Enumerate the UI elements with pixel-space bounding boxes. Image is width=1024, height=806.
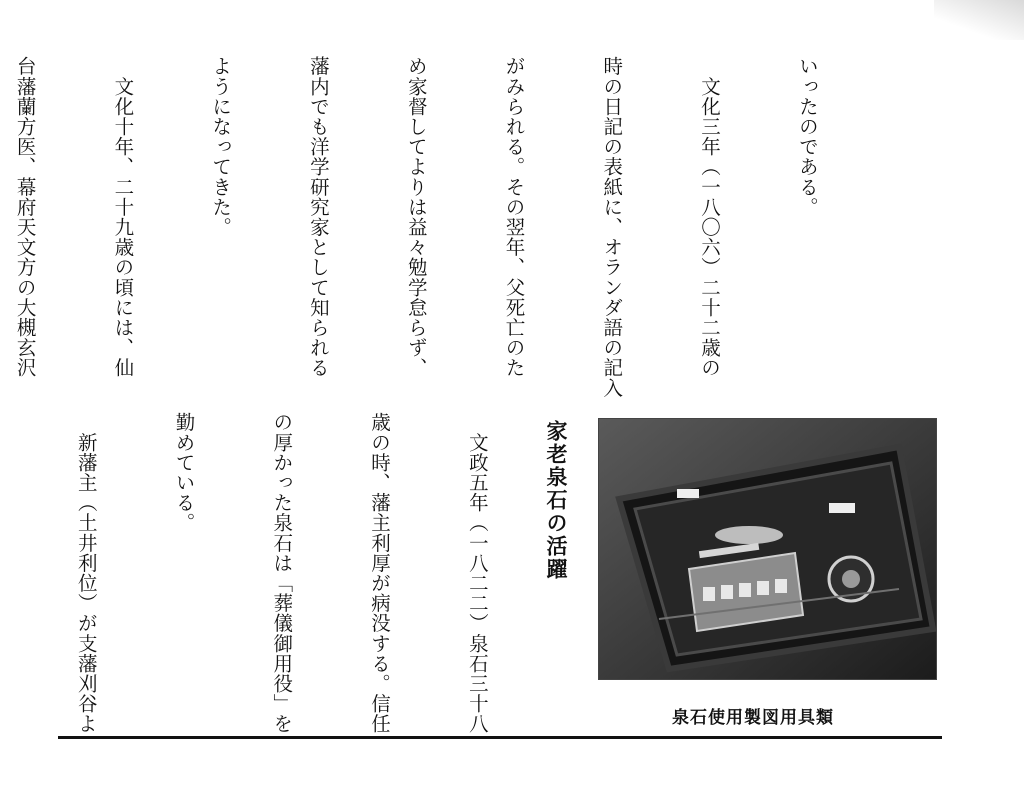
text-column: 文化十年、二十九歳の頃には、仙 [111, 56, 135, 378]
drafting-box-illustration [599, 419, 936, 679]
text-column: 新藩主（土井利位）が支藩刈谷よ [74, 412, 98, 734]
text-column: 文化三年（一八〇六）二十二歳の [698, 56, 722, 378]
bottom-divider [58, 736, 942, 739]
text-column: 藩内でも洋学研究家として知られる [306, 56, 330, 378]
lower-text-block [0, 412, 558, 742]
text-column: がみられる。その翌年、父死亡のた [502, 56, 526, 378]
text-column: 勤めている。 [172, 412, 196, 533]
text-column: 文政五年（一八二二）泉石三十八 [465, 412, 489, 734]
text-column: 時の日記の表紙に、オランダ語の記入 [600, 56, 624, 398]
scan-shadow [934, 0, 1024, 40]
text-column: ようになってきた。 [209, 56, 233, 237]
text-column: 歳の時、藩主利厚が病没する。信任 [368, 412, 392, 734]
text-column: 台藩蘭方医、幕府天文方の大槻玄沢 [13, 56, 37, 378]
photo-caption: 泉石使用製図用具類 [672, 708, 834, 728]
upper-text-block [0, 56, 888, 398]
text-column: め家督してよりは益々勉学怠らず、 [404, 56, 428, 378]
section-heading: 家老泉石の活躍 [544, 420, 568, 581]
drafting-tools-photo [598, 418, 937, 680]
text-column [0, 412, 4, 742]
text-column: いったのである。 [795, 56, 819, 217]
text-column: の厚かった泉石は「葬儀御用役」を [270, 412, 294, 734]
